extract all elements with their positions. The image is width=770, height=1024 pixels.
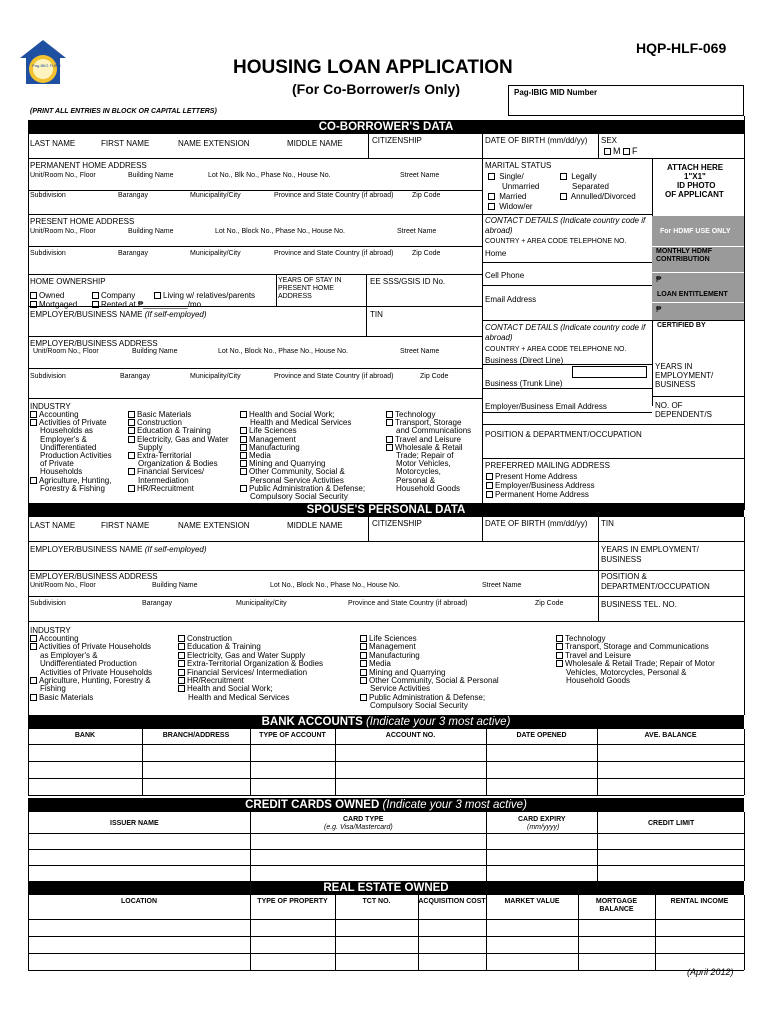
industry-label: Compulsory Social Security: [250, 492, 348, 501]
loan-entitlement-label: LOAN ENTITLEMENT: [657, 291, 728, 298]
industry-label: Accounting: [39, 634, 79, 643]
industry-label: Motor Vehicles,: [396, 459, 451, 469]
industry-label: Wholesale & Retail Trade; Repair of Motor: [565, 659, 715, 669]
cc-type-note: (e.g. Visa/Mastercard): [324, 824, 393, 831]
industry-label: Life Sciences: [369, 634, 417, 643]
legally-checkbox[interactable]: [560, 173, 567, 180]
sp-dob: DATE OF BIRTH (mm/dd/yy): [485, 519, 588, 528]
industry-label: Life Sciences: [249, 426, 297, 436]
industry-checkbox[interactable]: [30, 411, 37, 418]
peso-1: ₱: [656, 275, 662, 284]
co-emp-brgy: Barangay: [120, 373, 150, 380]
industry-checkbox[interactable]: [30, 477, 37, 484]
attach-photo-1: ATTACH HERE: [667, 163, 724, 172]
industry-label: Manufacturing: [249, 442, 300, 452]
co-borrower-heading: CO-BORROWER'S DATA: [28, 120, 744, 134]
marital-single[interactable]: [488, 172, 524, 181]
annulled-checkbox[interactable]: [560, 193, 567, 200]
industry-label: Personal Service Activities: [250, 475, 344, 485]
legally-label: Legally: [571, 172, 597, 181]
industry-checkbox[interactable]: [386, 419, 393, 426]
co-perm-addr-label: PERMANENT HOME ADDRESS: [30, 161, 147, 170]
sp-bldg: Building Name: [152, 582, 198, 589]
industry-checkbox[interactable]: [128, 485, 135, 492]
table-header: DATE OPENED: [516, 732, 567, 739]
industry-checkbox[interactable]: [386, 444, 393, 451]
sp-last-name: LAST NAME: [30, 521, 76, 530]
industry-label: Public Administration & Defense;: [369, 692, 486, 702]
industry-label: Travel and Leisure: [395, 434, 461, 444]
industry-checkbox[interactable]: [386, 436, 393, 443]
pref-mail-label: PREFERRED MAILING ADDRESS: [485, 461, 610, 470]
pm-present[interactable]: [486, 472, 577, 481]
co-perm-lot: Lot No., Blk No., Phase No., House No.: [208, 172, 331, 179]
industry-label: Agriculture, Hunting,: [39, 475, 112, 485]
bank-heading: BANK ACCOUNTS (Indicate your 3 most active): [28, 715, 744, 729]
attach-photo-2: 1"X1": [684, 172, 706, 181]
pm-employer-label: Employer/Business Address: [495, 481, 595, 490]
co-position-label: POSITION & DEPARTMENT/OCCUPATION: [485, 430, 642, 439]
industry-label: Health and Medical Services: [250, 418, 352, 428]
mortgaged-label: Mortgaged: [39, 300, 78, 309]
home-ownership-label: HOME OWNERSHIP: [30, 277, 106, 286]
company-checkbox[interactable]: [92, 292, 99, 299]
co-citizenship-label: CITIZENSHIP: [372, 136, 422, 145]
industry-label: Health and Medical Services: [188, 692, 290, 702]
industry-checkbox[interactable]: [556, 652, 563, 659]
sp-middle-name: MIDDLE NAME: [287, 521, 343, 530]
industry-option[interactable]: [30, 693, 93, 702]
contact-details-2: CONTACT DETAILS (Indicate country code if abroad): [485, 323, 646, 342]
cc-expiry-note: (mm/yyyy): [527, 824, 560, 831]
industry-label: Intermediation: [138, 475, 189, 485]
co-emp-muni: Municipality/City: [190, 373, 241, 380]
industry-label: Public Administration & Defense;: [249, 483, 366, 493]
co-pres-subd: Subdivision: [30, 250, 66, 257]
sp-emp-addr: EMPLOYER/BUSINESS ADDRESS: [30, 572, 158, 581]
owned-checkbox[interactable]: [30, 292, 37, 299]
sp-zip: Zip Code: [535, 600, 564, 607]
industry-label: Education & Training: [187, 642, 261, 652]
single-checkbox[interactable]: [488, 173, 495, 180]
industry-checkbox[interactable]: [360, 635, 367, 642]
co-sex-options[interactable]: [604, 146, 638, 156]
industry-label: Organization & Bodies: [138, 459, 218, 469]
pm-present-label: Present Home Address: [495, 472, 578, 481]
industry-option: [250, 492, 348, 501]
sp-subd: Subdivision: [30, 600, 66, 607]
industry-label: HR/Recruitment: [187, 676, 244, 685]
industry-checkbox[interactable]: [240, 436, 247, 443]
marital-legally[interactable]: [560, 172, 597, 181]
co-pres-zip: Zip Code: [412, 250, 441, 257]
pagibig-logo: [18, 38, 68, 88]
sp-industry-label: INDUSTRY: [30, 626, 71, 635]
sp-employer-label: EMPLOYER/BUSINESS NAME (If self-employed): [30, 545, 207, 554]
industry-checkbox[interactable]: [30, 677, 37, 684]
industry-label: Management: [369, 642, 416, 652]
table-header: TYPE OF ACCOUNT: [259, 732, 326, 739]
industry-checkbox[interactable]: [240, 460, 247, 467]
industry-label: HR/Recruitment: [137, 483, 194, 493]
single-label: Single/: [499, 172, 524, 181]
sp-muni: Municipality/City: [236, 600, 287, 607]
co-emp-zip: Zip Code: [420, 373, 449, 380]
industry-checkbox[interactable]: [128, 411, 135, 418]
industry-checkbox[interactable]: [360, 652, 367, 659]
co-pres-addr-label: PRESENT HOME ADDRESS: [30, 217, 135, 226]
industry-label: Personal &: [396, 475, 436, 485]
cc-type-label: CARD TYPE: [343, 816, 384, 823]
instructions: (PRINT ALL ENTRIES IN BLOCK OR CAPITAL LETTERS): [30, 108, 217, 115]
pm-employer[interactable]: [486, 481, 595, 490]
industry-label: Forestry & Fishing: [40, 483, 105, 493]
industry-label: Service Activities: [370, 684, 431, 694]
sss-gsis-label: EE SSS/GSIS ID No.: [370, 277, 446, 286]
industry-label: Activities of Private Households: [39, 642, 152, 652]
industry-label: Transport, Storage and Communications: [565, 642, 709, 652]
industry-label: Technology: [395, 410, 436, 419]
industry-label: Fishing: [40, 684, 66, 694]
industry-checkbox[interactable]: [128, 468, 135, 475]
industry-checkbox[interactable]: [178, 635, 185, 642]
industry-label: Households: [40, 467, 83, 477]
co-name-ext-label: NAME EXTENSION: [178, 139, 250, 148]
living-option[interactable]: [154, 291, 255, 300]
industry-label: Media: [369, 659, 391, 669]
co-first-name-label: FIRST NAME: [101, 139, 150, 148]
sp-street: Street Name: [482, 582, 522, 589]
industry-checkbox[interactable]: [240, 468, 247, 475]
industry-option: [188, 693, 289, 702]
industry-label: Activities of Private Households: [40, 667, 153, 677]
company-label: Company: [101, 291, 136, 300]
industry-label: Extra-Territorial Organization & Bodies: [187, 659, 324, 669]
industry-label: Undifferentiated Production: [40, 659, 137, 669]
industry-label: Health and Social Work;: [187, 684, 273, 694]
home-phone-label[interactable]: Home: [485, 249, 507, 258]
co-pres-muni: Municipality/City: [190, 250, 241, 257]
sp-citizenship: CITIZENSHIP: [372, 519, 422, 528]
industry-label: Travel and Leisure: [565, 650, 631, 660]
industry-checkbox[interactable]: [30, 694, 37, 701]
industry-checkbox[interactable]: [240, 452, 247, 459]
industry-checkbox[interactable]: [360, 669, 367, 676]
sp-position: POSITION & DEPARTMENT/OCCUPATION: [601, 572, 710, 591]
industry-label: Basic Materials: [137, 410, 192, 419]
sp-brgy: Barangay: [142, 600, 172, 607]
living-label: Living w/ relatives/parents: [163, 291, 256, 300]
table-header: ACQUISITION COST: [418, 898, 486, 905]
co-emp-lot: Lot No., Block No., Phase No., House No.: [218, 348, 348, 355]
industry-checkbox[interactable]: [556, 643, 563, 650]
industry-label: Vehicles, Motorcycles, Personal &: [566, 667, 687, 677]
email-label[interactable]: Email Address: [485, 295, 537, 304]
co-perm-zip: Zip Code: [412, 192, 441, 199]
monthly-contribution-label: MONTHLY HDMF CONTRIBUTION: [656, 248, 712, 263]
co-perm-prov: Province and State Country (if abroad): [274, 192, 394, 199]
co-employer-label: EMPLOYER/BUSINESS NAME (If self-employed): [30, 310, 207, 319]
sex-f-label: F: [632, 146, 638, 156]
pm-employer-checkbox[interactable]: [486, 482, 493, 489]
industry-label: Undifferentiated: [40, 442, 97, 452]
industry-label: Financial Services/ Intermediation: [187, 667, 308, 677]
industry-checkbox[interactable]: [178, 669, 185, 676]
industry-label: of Private: [40, 459, 74, 469]
industry-checkbox[interactable]: [360, 694, 367, 701]
cc-expiry-label: CARD EXPIRY: [518, 816, 566, 823]
mortgaged-option[interactable]: [30, 300, 77, 309]
industry-label: Agriculture, Hunting, Forestry &: [39, 676, 151, 685]
sp-biz-tel: BUSINESS TEL. NO.: [601, 600, 677, 609]
co-tin-label: TIN: [370, 310, 383, 319]
co-pres-unit: Unit/Room No., Floor: [30, 228, 96, 235]
country-code-2: COUNTRY + AREA CODE TELEPHONE NO.: [485, 346, 627, 353]
industry-label: Supply: [138, 442, 163, 452]
dependents-label: NO. OF DEPENDENT/S: [655, 401, 712, 419]
industry-option[interactable]: [128, 484, 194, 493]
industry-option: [40, 484, 105, 493]
married-label: Married: [499, 192, 527, 201]
industry-label: Extra-Territorial: [137, 451, 192, 460]
co-dob-label: DATE OF BIRTH (mm/dd/yy): [485, 136, 588, 145]
co-emp-unit: Unit/Room No., Floor: [33, 348, 99, 355]
table-header: LOCATION: [120, 898, 158, 905]
industry-checkbox[interactable]: [30, 635, 37, 642]
marital-widow[interactable]: [488, 202, 533, 211]
industry-label: Construction: [187, 634, 232, 643]
pm-present-checkbox[interactable]: [486, 473, 493, 480]
sex-m-label: M: [613, 146, 621, 156]
table-header: TCT NO.: [362, 898, 391, 905]
cc-issuer-label: ISSUER NAME: [110, 820, 159, 827]
contact-details-label: CONTACT DETAILS (Indicate country code if abroad): [485, 216, 646, 235]
industry-label: Financial Services/: [137, 467, 205, 477]
co-perm-bldg: Building Name: [128, 172, 174, 179]
logo-text: Pag-IBIG FUND: [32, 63, 61, 68]
pm-permanent[interactable]: [486, 490, 589, 499]
industry-label: as Employer's &: [40, 650, 98, 660]
industry-checkbox[interactable]: [386, 411, 393, 418]
marital-annulled[interactable]: [560, 192, 636, 201]
country-code-label: COUNTRY + AREA CODE TELEPHONE NO.: [485, 238, 627, 245]
sp-lot: Lot No., Block No., Phase No., House No.: [270, 582, 400, 589]
sex-m-checkbox[interactable]: [604, 148, 611, 155]
industry-checkbox[interactable]: [178, 643, 185, 650]
co-perm-unit: Unit/Room No., Floor: [30, 172, 96, 179]
industry-label: Media: [249, 451, 271, 460]
industry-checkbox[interactable]: [178, 677, 185, 684]
co-industry-label: INDUSTRY: [30, 402, 71, 411]
industry-label: Construction: [137, 418, 182, 428]
industry-option: [396, 484, 460, 493]
co-pres-brgy: Barangay: [118, 250, 148, 257]
industry-checkbox[interactable]: [30, 419, 37, 426]
co-pres-bldg: Building Name: [128, 228, 174, 235]
industry-checkbox[interactable]: [360, 677, 367, 684]
industry-label: Production Activities: [40, 451, 112, 460]
form-date: (April 2012): [687, 967, 734, 977]
industry-label: Trade; Repair of: [396, 451, 454, 460]
owned-label: Owned: [39, 291, 65, 300]
industry-label: Electricity, Gas and Water Supply: [187, 650, 306, 660]
living-checkbox[interactable]: [154, 292, 161, 299]
industry-checkbox[interactable]: [556, 635, 563, 642]
industry-checkbox[interactable]: [128, 452, 135, 459]
co-last-name-label: LAST NAME: [30, 139, 76, 148]
sp-unit: Unit/Room No., Floor: [30, 582, 96, 589]
co-emp-bldg: Building Name: [132, 348, 178, 355]
industry-label: Compulsory Social Security: [370, 701, 468, 711]
industry-checkbox[interactable]: [178, 660, 185, 667]
industry-label: Activities of Private: [39, 418, 107, 428]
pm-permanent-checkbox[interactable]: [486, 491, 493, 498]
industry-label: Other Community, Social & Personal: [369, 676, 499, 685]
industry-label: Basic Materials: [39, 692, 94, 702]
form-subtitle: (For Co-Borrower/s Only): [292, 81, 461, 97]
biz-trunk-label[interactable]: Business (Trunk Line): [485, 379, 563, 388]
table-header: MARKET VALUE: [504, 898, 560, 905]
industry-label: Mining and Quarrying: [369, 667, 446, 677]
industry-label: Households as: [40, 426, 93, 436]
marital-unmarried: Unmarried: [502, 182, 540, 191]
company-option[interactable]: [92, 291, 135, 300]
hdmf-use-label: For HDMF USE ONLY: [660, 228, 731, 235]
co-perm-subd: Subdivision: [30, 192, 66, 199]
years-employment-label: YEARS IN EMPLOYMENT/ BUSINESS: [655, 362, 714, 389]
industry-label: Accounting: [39, 410, 79, 419]
industry-label: Manufacturing: [369, 650, 420, 660]
industry-option: [566, 676, 630, 685]
industry-option: [370, 701, 468, 710]
co-pres-lot: Lot No., Block No., Phase No., House No.: [215, 228, 345, 235]
co-pres-prov: Province and State Country (if abroad): [274, 250, 394, 257]
form-code: HQP-HLF-069: [636, 40, 727, 56]
cc-heading: CREDIT CARDS OWNED (Indicate your 3 most active): [28, 798, 744, 812]
sp-first-name: FIRST NAME: [101, 521, 150, 530]
marital-separated: Separated: [572, 182, 609, 191]
widow-label: Widow/er: [499, 202, 533, 211]
table-header: BRANCH/ADDRESS: [162, 732, 230, 739]
sp-years-emp: YEARS IN EMPLOYMENT/ BUSINESS: [601, 545, 699, 564]
industry-checkbox[interactable]: [178, 652, 185, 659]
industry-label: Employer's &: [40, 434, 87, 444]
sp-name-ext: NAME EXTENSION: [178, 521, 250, 530]
industry-label: Transport, Storage: [395, 418, 462, 428]
industry-checkbox[interactable]: [240, 485, 247, 492]
cell-phone-label[interactable]: Cell Phone: [485, 271, 525, 280]
owned-option[interactable]: [30, 291, 64, 300]
annulled-label: Annulled/Divorced: [570, 192, 636, 201]
co-pres-street: Street Name: [397, 228, 437, 235]
industry-checkbox[interactable]: [240, 411, 247, 418]
industry-label: Education & Training: [137, 426, 211, 436]
years-stay-label: YEARS OF STAY IN PRESENT HOME ADDRESS: [278, 277, 342, 300]
industry-label: Other Community, Social &: [249, 467, 345, 477]
table-header: RENTAL INCOME: [670, 898, 729, 905]
widow-checkbox[interactable]: [488, 203, 495, 210]
industry-label: Mining and Quarrying: [249, 459, 326, 469]
attach-photo-3: ID PHOTO: [677, 181, 716, 190]
industry-label: Electricity, Gas and Water: [137, 434, 229, 444]
sex-f-checkbox[interactable]: [623, 148, 630, 155]
emp-email-label[interactable]: Employer/Business Email Address: [485, 402, 607, 411]
spouse-heading: SPOUSE'S PERSONAL DATA: [28, 503, 744, 517]
co-perm-muni: Municipality/City: [190, 192, 241, 199]
biz-direct-label[interactable]: Business (Direct Line): [485, 356, 564, 365]
industry-checkbox[interactable]: [178, 685, 185, 692]
industry-checkbox[interactable]: [128, 419, 135, 426]
table-header: MORTGAGE BALANCE: [595, 898, 638, 913]
re-heading: REAL ESTATE OWNED: [28, 881, 744, 895]
industry-checkbox[interactable]: [360, 643, 367, 650]
co-emp-subd: Subdivision: [30, 373, 66, 380]
marital-status-label: MARITAL STATUS: [485, 161, 552, 170]
co-middle-name-label: MIDDLE NAME: [287, 139, 343, 148]
industry-checkbox[interactable]: [128, 436, 135, 443]
industry-checkbox[interactable]: [128, 427, 135, 434]
industry-label: Health and Social Work;: [249, 410, 335, 419]
industry-label: Technology: [565, 634, 606, 643]
married-checkbox[interactable]: [488, 193, 495, 200]
mid-label: Pag-IBIG MID Number: [514, 88, 598, 97]
industry-label: Household Goods: [396, 483, 461, 493]
industry-label: Motorcycles,: [396, 467, 441, 477]
sp-tin: TIN: [601, 519, 614, 528]
table-header: BANK: [74, 732, 96, 739]
attach-photo-4: OF APPLICANT: [665, 190, 724, 199]
peso-2: ₱: [656, 305, 662, 314]
sp-prov: Province and State Country (if abroad): [348, 600, 468, 607]
co-sex-label: SEX: [601, 136, 618, 145]
industry-label: Wholesale & Retail: [395, 442, 463, 452]
industry-label: Management: [249, 434, 296, 444]
table-header: AVE. BALANCE: [644, 732, 697, 739]
industry-checkbox[interactable]: [556, 660, 563, 667]
industry-label: Household Goods: [566, 676, 631, 685]
industry-label: and Communications: [396, 426, 472, 436]
table-header: ACCOUNT NO.: [385, 732, 436, 739]
co-emp-prov: Province and State Country (if abroad): [274, 373, 394, 380]
cc-limit-label: CREDIT LIMIT: [648, 820, 695, 827]
certified-by-label: CERTIFIED BY: [657, 322, 706, 329]
co-emp-addr-label: EMPLOYER/BUSINESS ADDRESS: [30, 339, 158, 348]
form-title: HOUSING LOAN APPLICATION: [233, 57, 513, 78]
table-header: TYPE OF PROPERTY: [257, 898, 328, 905]
pm-permanent-label: Permanent Home Address: [495, 490, 589, 499]
co-emp-street: Street Name: [400, 348, 440, 355]
industry-checkbox[interactable]: [360, 660, 367, 667]
rented-option[interactable]: [92, 300, 203, 309]
industry-checkbox[interactable]: [240, 444, 247, 451]
co-perm-brgy: Barangay: [118, 192, 148, 199]
marital-married[interactable]: [488, 192, 526, 201]
industry-checkbox[interactable]: [30, 643, 37, 650]
rented-label: Rented at ₱__________/mo.: [101, 300, 204, 309]
industry-checkbox[interactable]: [240, 427, 247, 434]
co-perm-street: Street Name: [400, 172, 440, 179]
